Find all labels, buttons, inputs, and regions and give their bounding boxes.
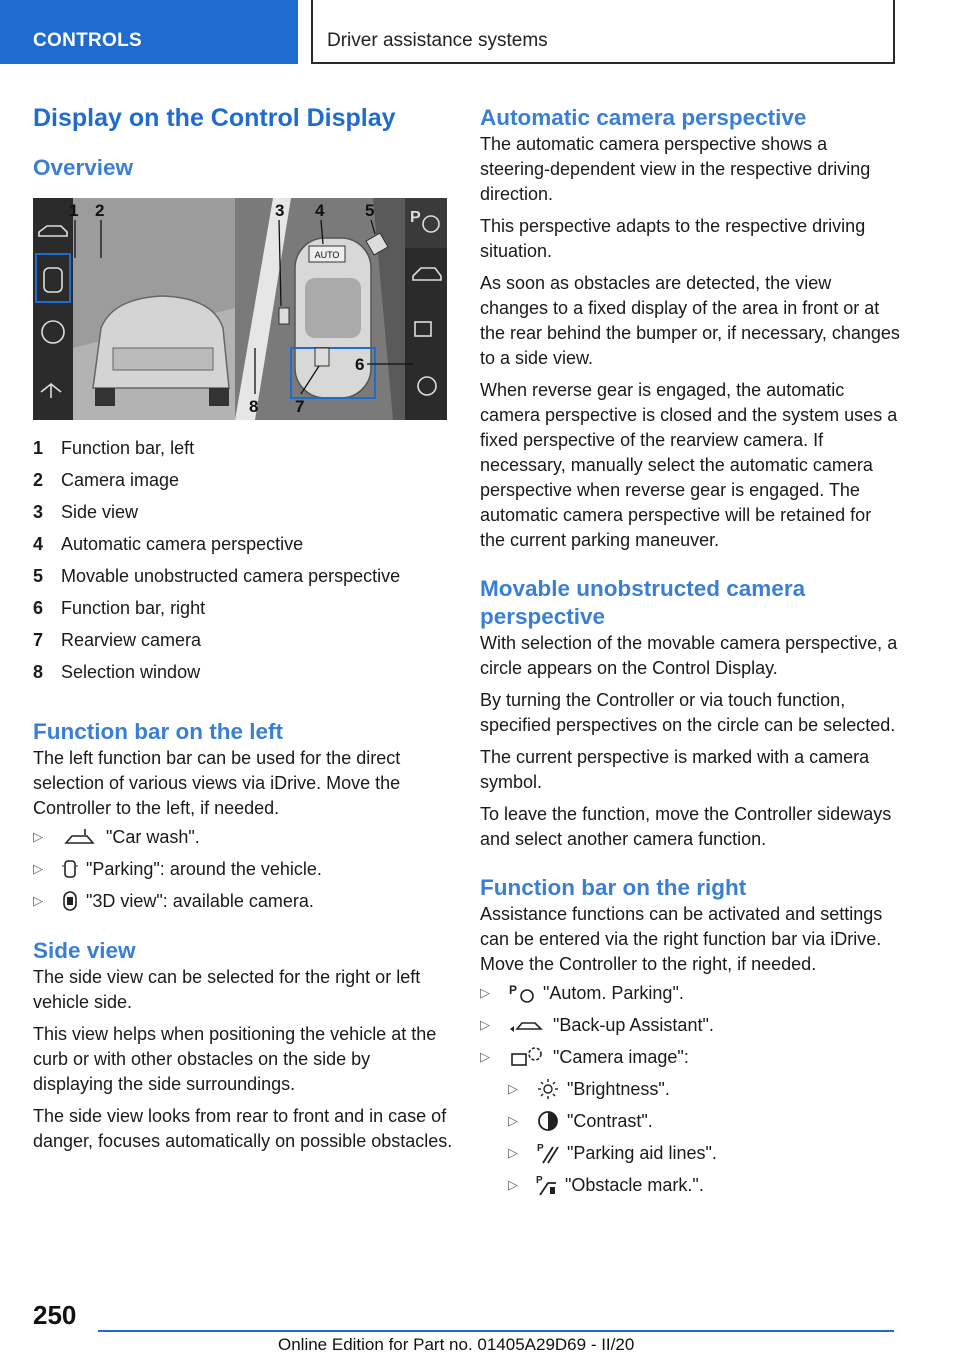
overview-heading: Overview	[33, 155, 134, 180]
legend-row: 2 Camera image	[33, 470, 180, 490]
3d-view-icon	[60, 888, 80, 914]
triangle-bullet-icon: ▷	[33, 861, 43, 876]
triangle-bullet-icon: ▷	[33, 829, 43, 844]
back-up-assistant-icon	[507, 1012, 547, 1038]
list-item: ▷ P "Obstacle mark.".	[508, 1169, 900, 1201]
camera-display-figure	[33, 198, 447, 420]
svg-text:P: P	[537, 1143, 544, 1154]
automatic-paragraph: As soon as obstacles are detected, the view changes to a fixed display of the area in front or at the rear behind the bumper or, if necessary, changes to a side view.	[480, 273, 900, 368]
list-item: ▷ "Camera image":	[480, 1041, 900, 1073]
side-view-heading: Side view	[33, 938, 136, 963]
svg-text:P: P	[509, 983, 518, 997]
callout-3: 3	[275, 201, 285, 220]
header-section-label: CONTROLS	[33, 30, 143, 51]
function-left-heading: Function bar on the left	[33, 719, 283, 744]
legend-row: 8 Selection window	[33, 662, 201, 682]
function-right-list	[480, 977, 900, 1073]
movable-paragraph: By turning the Controller or via touch function, specified perspectives on the circle can be selected.	[480, 690, 896, 735]
parking-p-letter: P	[410, 209, 421, 226]
list-item: ▷ "Contrast".	[508, 1105, 900, 1137]
triangle-bullet-icon: ▷	[480, 985, 490, 1000]
list-item: ▷ "Car wash".	[33, 821, 453, 853]
legend-row: 4 Automatic camera perspective	[33, 534, 304, 554]
triangle-bullet-icon: ▷	[508, 1081, 518, 1096]
automatic-paragraph: When reverse gear is engaged, the automatic camera perspective is closed and the system uses a fixed perspective of the rearview camera. If necessary, manually select the automatic camera perspective when reverse gear is engaged. The automatic camera perspective will be retained for the current parking maneuver.	[480, 380, 898, 550]
footer-edition: Online Edition for Part no. 01405A29D69 - II/20	[278, 1335, 635, 1354]
page-title: Display on the Control Display	[33, 104, 396, 132]
left-column	[33, 100, 453, 1154]
side-view-paragraph: This view helps when positioning the vehicle at the curb or with other obstacles on the side by displaying the side surroundings.	[33, 1024, 437, 1094]
function-right-heading: Function bar on the right	[480, 875, 747, 900]
triangle-bullet-icon: ▷	[508, 1113, 518, 1128]
list-item: ▷ "Brightness".	[508, 1073, 900, 1105]
triangle-bullet-icon: ▷	[480, 1017, 490, 1032]
triangle-bullet-icon: ▷	[480, 1049, 490, 1064]
header-chapter-label: Driver assistance systems	[327, 30, 548, 51]
legend-row: 6 Function bar, right	[33, 598, 206, 618]
camera-image-icon	[507, 1044, 547, 1070]
page-number: 250	[33, 1300, 77, 1330]
list-item: ▷ "Back-up Assistant".	[480, 1009, 900, 1041]
list-item: ▷ P "Parking aid lines".	[508, 1137, 900, 1169]
function-left-list	[33, 821, 453, 917]
camera-image-sub-list	[480, 1073, 900, 1201]
function-left-paragraph: The left function bar can be used for the direct selection of various views via iDrive. Move the Controller to the left, if needed.	[33, 748, 401, 818]
autom-parking-icon	[507, 980, 537, 1006]
side-view-paragraph: The side view can be selected for the right or left vehicle side.	[33, 967, 421, 1012]
list-item: ▷ P "Autom. Parking".	[480, 977, 900, 1009]
brightness-icon	[535, 1076, 561, 1102]
movable-heading: Movable unobstructed camera perspective	[480, 576, 806, 629]
triangle-bullet-icon: ▷	[33, 893, 43, 908]
parking-view-icon	[60, 856, 80, 882]
automatic-paragraph: The automatic camera perspective shows a steering-dependent view in the respective driving direction.	[480, 134, 871, 204]
parking-aid-lines-icon	[535, 1140, 561, 1166]
triangle-bullet-icon: ▷	[508, 1145, 518, 1160]
legend-row: 7 Rearview camera	[33, 630, 202, 650]
header-section-tab	[0, 0, 298, 64]
callout-7: 7	[295, 397, 305, 416]
legend-row: 1 Function bar, left	[33, 438, 195, 458]
movable-paragraph: The current perspective is marked with a camera symbol.	[480, 747, 870, 792]
callout-1: 1	[69, 201, 79, 220]
legend-row: 5 Movable unobstructed camera perspective	[33, 566, 401, 586]
automatic-paragraph: This perspective adapts to the respective driving situation.	[480, 216, 866, 261]
legend-row: 3 Side view	[33, 502, 139, 522]
header-chapter-box	[311, 0, 895, 64]
car-wash-icon	[60, 824, 100, 850]
automatic-heading: Automatic camera perspective	[480, 105, 807, 130]
callout-6: 6	[355, 355, 365, 374]
obstacle-mark-icon	[535, 1172, 559, 1198]
list-item: ▷ "Parking": around the vehicle.	[33, 853, 453, 885]
svg-text:P: P	[536, 1175, 543, 1186]
auto-badge: AUTO	[314, 250, 340, 260]
callout-5: 5	[365, 201, 375, 220]
callout-8: 8	[249, 397, 259, 416]
contrast-icon	[535, 1108, 561, 1134]
right-column	[480, 100, 900, 1201]
function-right-paragraph: Assistance functions can be activated and settings can be entered via the right function bar via iDrive. Move the Controller to the right, if needed.	[480, 904, 883, 974]
figure-legend	[33, 432, 453, 688]
list-item: ▷ "3D view": available camera.	[33, 885, 453, 917]
side-view-paragraph: The side view looks from rear to front and in case of danger, focuses automatically on possible obstacles.	[33, 1106, 453, 1151]
triangle-bullet-icon: ▷	[508, 1177, 518, 1192]
callout-2: 2	[95, 201, 105, 220]
movable-paragraph: To leave the function, move the Controller sideways and select another camera function.	[480, 804, 892, 849]
footer-divider	[98, 1330, 894, 1332]
camera-display-illustration	[33, 198, 447, 420]
movable-paragraph: With selection of the movable camera perspective, a circle appears on the Control Display.	[480, 633, 898, 678]
callout-4: 4	[315, 201, 325, 220]
